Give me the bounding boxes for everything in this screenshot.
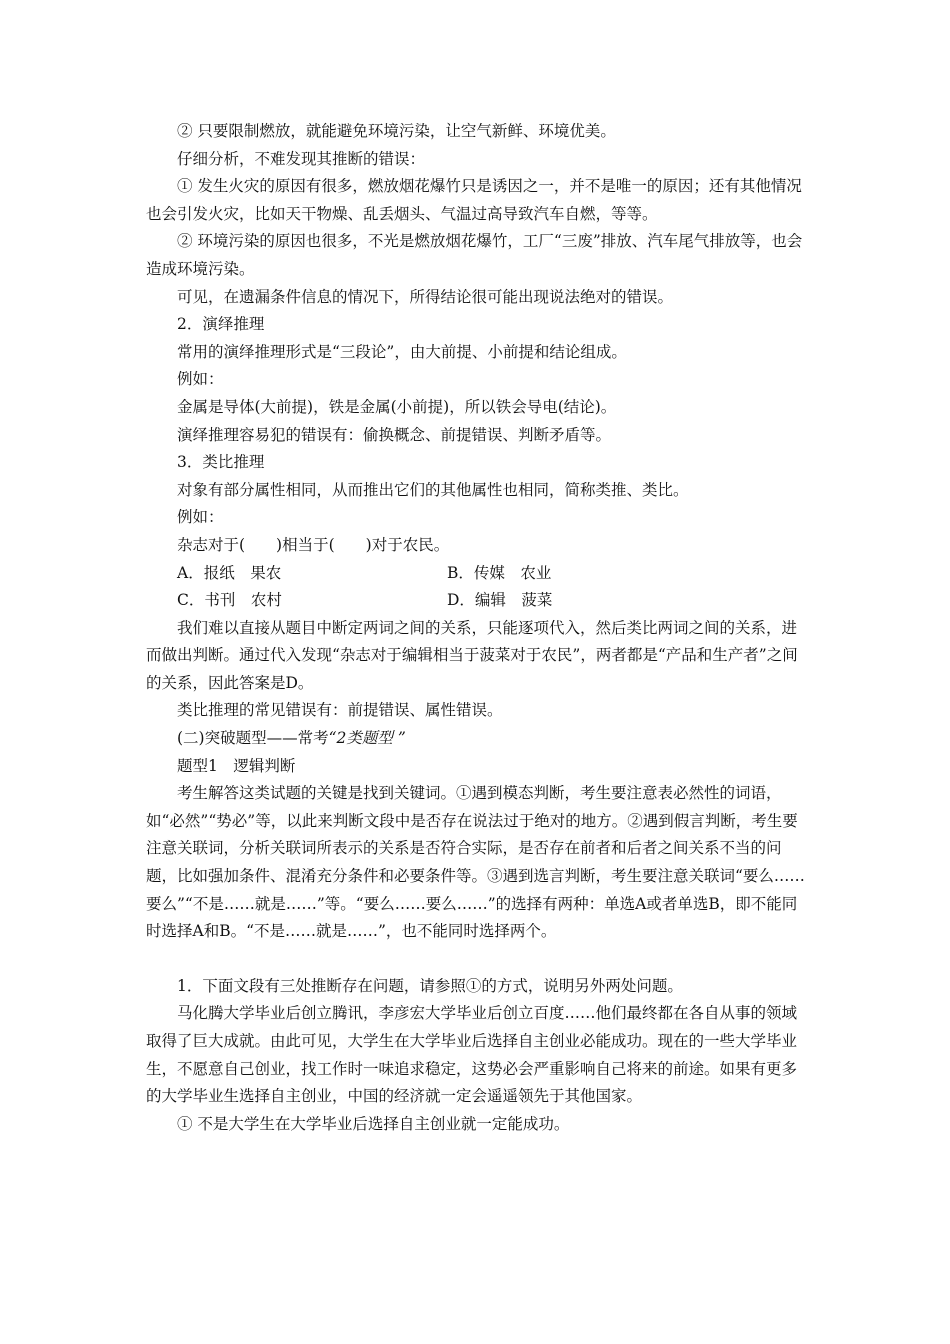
option-d: D．编辑 菠菜	[447, 591, 553, 610]
option-row	[146, 587, 810, 615]
question-stem: 杂志对于( )相当于( )对于农民。	[177, 535, 450, 554]
paragraph: 马化腾大学毕业后创立腾讯，李彦宏大学毕业后创立百度……他们最终都在各自从事的领域取得了巨大成就。由此可见，大学生在大学毕业后选择自主创业必能成功。现在的一些大学毕业生，不愿意自己创业，找工作时一味追求稳定，这势必会严重影响自己将来的前途。如果有更多的大学毕业生选择自主创业，中国的经济就一定会遥遥领先于其他国家。	[146, 1004, 798, 1106]
section-heading-emphasis: “2类题型 ”	[328, 729, 406, 748]
paragraph: 金属是导体(大前提)，铁是金属(小前提)，所以铁会导电(结论)。	[177, 397, 617, 416]
option-row	[146, 560, 810, 588]
section-heading	[146, 725, 810, 753]
paragraph: 常用的演绎推理形式是“三段论”，由大前提、小前提和结论组成。	[177, 342, 627, 361]
subsection-heading: 题型1 逻辑判断	[177, 756, 296, 775]
paragraph: 类比推理的常见错误有：前提错误、属性错误。	[177, 701, 503, 720]
section-heading: 3．类比推理	[177, 453, 265, 472]
section-heading-text: (二)突破题型——常考	[177, 729, 329, 748]
paragraph: 对象有部分属性相同，从而推出它们的其他属性也相同，简称类推、类比。	[177, 480, 689, 499]
paragraph: ② 只要限制燃放，就能避免环境污染，让空气新鲜、环境优美。	[177, 122, 616, 140]
paragraph: 我们难以直接从题目中断定两词之间的关系，只能逐项代入，然后类比两词之间的关系，进而做出判断。通过代入发现“杂志对于编辑相当于菠菜对于农民”，两者都是“产品和生产者”之间的关系，因此答案是D。	[146, 618, 798, 692]
paragraph: 可见，在遗漏条件信息的情况下，所得结论很可能出现说法绝对的错误。	[177, 287, 674, 306]
section-heading: 2．演绎推理	[177, 315, 265, 334]
document-page	[146, 118, 810, 1138]
option-a: A．报纸 果农	[177, 563, 282, 582]
paragraph: 例如：	[177, 508, 224, 527]
option-c: C．书刊 农村	[177, 591, 282, 610]
paragraph: ② 环境污染的原因也很多，不光是燃放烟花爆竹，工厂“三废”排放、汽车尾气排放等，也会造成环境污染。	[146, 232, 803, 278]
paragraph: 仔细分析，不难发现其推断的错误：	[177, 149, 426, 168]
paragraph: 演绎推理容易犯的错误有：偷换概念、前提错误、判断矛盾等。	[177, 425, 612, 444]
option-b: B．传媒 农业	[447, 563, 552, 582]
paragraph: ① 发生火灾的原因有很多，燃放烟花爆竹只是诱因之一，并不是唯一的原因；还有其他情况也会引发火灾，比如天干物燥、乱丢烟头、气温过高导致汽车自燃，等等。	[146, 177, 802, 223]
spacer	[146, 946, 810, 973]
paragraph: ① 不是大学生在大学毕业后选择自主创业就一定能成功。	[177, 1114, 570, 1133]
paragraph: 例如：	[177, 370, 224, 389]
paragraph: 考生解答这类试题的关键是找到关键词。①遇到模态判断，考生要注意表必然性的词语，如“必然”“势必”等，以此来判断文段中是否存在说法过于绝对的地方。②遇到假言判断，考生要注意关联词，分析关联词所表示的关系是否符合实际，是否存在前者和后者之间关系不当的问题，比如强加条件、混淆充分条件和必要条件等。③遇到选言判断，考生要注意关联词“要么……要么”“不是……就是……”等。“要么……要么……”的选择有两种：单选A或者单选B，即不能同时选择A和B。“不是……就是……”，也不能同时选择两个。	[146, 784, 805, 941]
exercise-question: 1．下面文段有三处推断存在问题，请参照①的方式，说明另外两处问题。	[177, 976, 683, 995]
